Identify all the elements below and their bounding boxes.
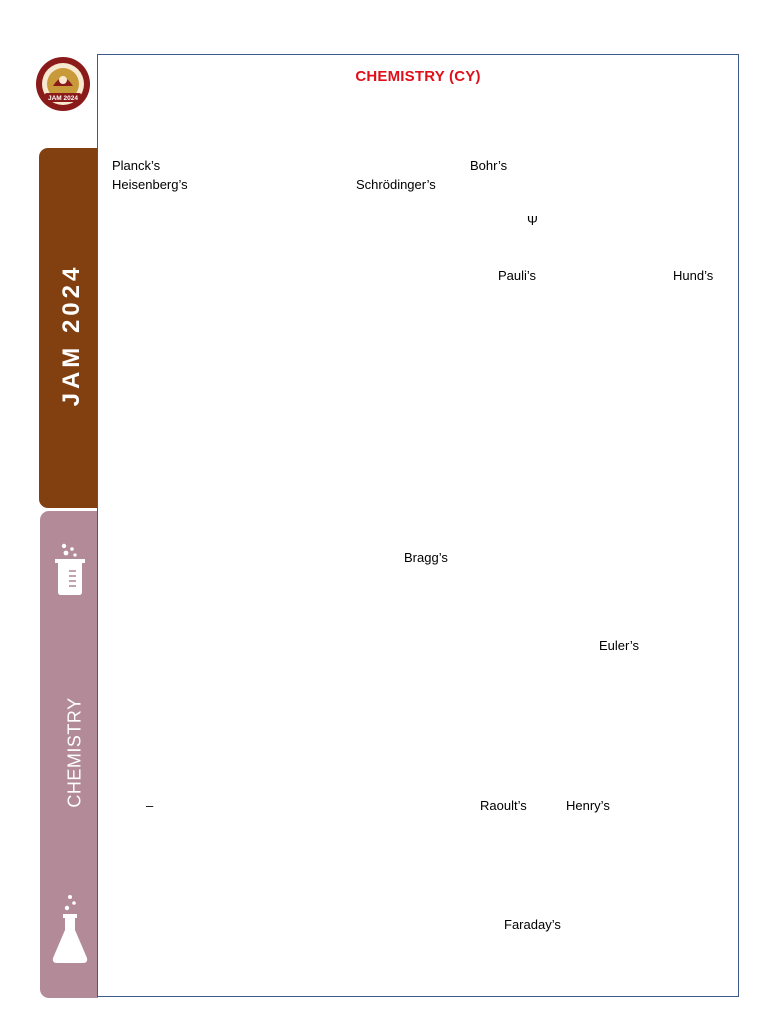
sidebar-jam-label: JAM 2024 xyxy=(58,263,85,407)
word-bragg: Bragg’s xyxy=(404,550,448,565)
logo-text: JAM 2024 xyxy=(48,95,78,102)
word-hund: Hund’s xyxy=(673,268,714,283)
sidebar-chemistry-label: CHEMISTRY xyxy=(64,697,85,808)
flask-icon xyxy=(50,892,90,966)
word-heisenberg: Heisenberg’s xyxy=(112,177,188,192)
word-pauli: Pauli’s xyxy=(498,268,537,283)
word-schrodinger: Schrödinger’s xyxy=(356,177,436,192)
word-faraday: Faraday’s xyxy=(504,917,561,932)
word-planck: Planck’s xyxy=(112,158,161,173)
word-henry: Henry’s xyxy=(566,798,610,813)
page-title: CHEMISTRY (CY) xyxy=(355,68,481,85)
word-dash: – xyxy=(146,798,154,813)
content-frame xyxy=(97,54,739,997)
word-raoult: Raoult’s xyxy=(480,798,527,813)
word-euler: Euler’s xyxy=(599,638,639,653)
word-psi: Ψ xyxy=(527,213,538,228)
beaker-icon xyxy=(52,540,88,598)
word-bohr: Bohr’s xyxy=(470,158,508,173)
jam-2024-logo-icon xyxy=(33,56,93,112)
